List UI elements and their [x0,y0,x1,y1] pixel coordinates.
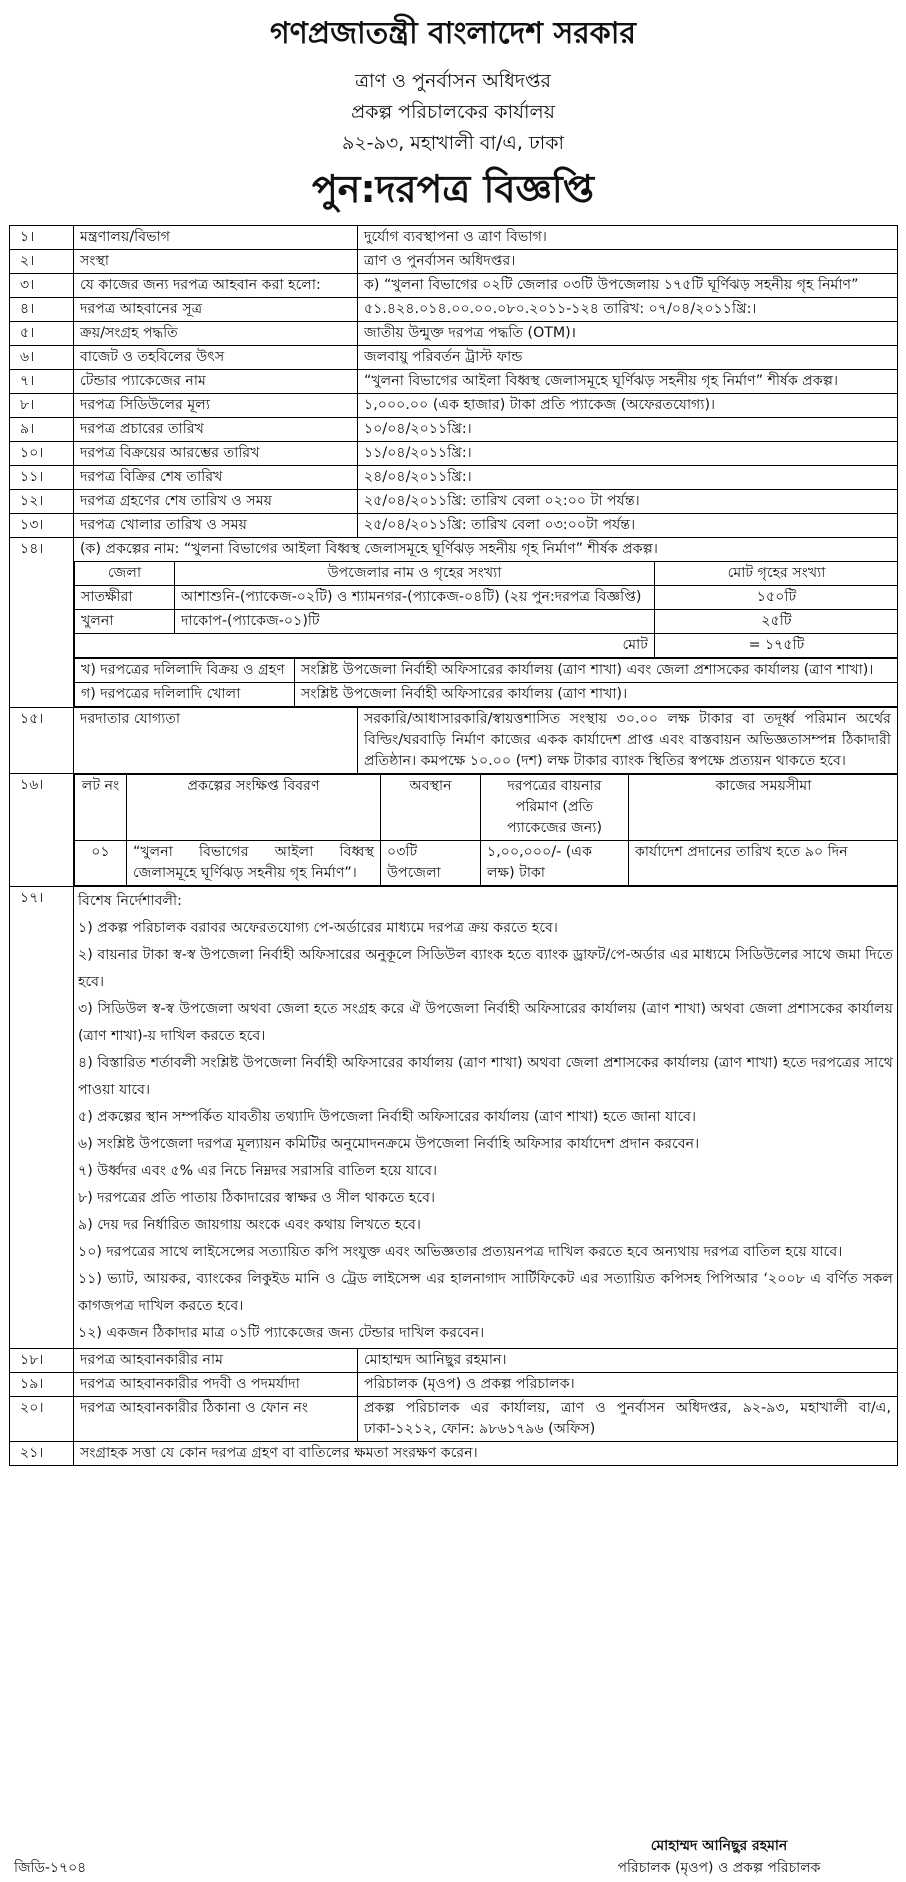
total-header: মোট গৃহের সংখ্যা [655,562,898,586]
row-label: দরপত্র আহবানের সূত্র [74,298,358,322]
row-serial: ৮। [10,394,74,418]
office-name: প্রকল্প পরিচালকের কার্যালয় [351,101,555,123]
table-row [10,1442,898,1466]
row-serial: ১০। [10,442,74,466]
table-row [75,841,898,886]
instruction-item: ২) বায়নার টাকা স্ব-স্ব উপজেলা নির্বাহী অফিসারের অনুকূলে সিডিউল ব্যাংক হতে ব্যাংক ড্রাফট/পে-অর্ডার এর মাধ্যমে সিডিউলের সাথে জমা দিতে হবে। [78,947,893,990]
lot-header: লট নং [75,775,127,841]
row-serial: ৭। [10,370,74,394]
table-row [10,346,898,370]
ga-value: সংশ্লিষ্ট উপজেলা নির্বাহী অফিসারের কার্যালয় (ত্রাণ শাখা)। [295,683,898,707]
table-row [10,466,898,490]
row-serial: ১৭। [10,887,74,1349]
time-header: কাজের সময়সীমা [629,775,898,841]
row-label: ক্রয়/সংগ্রহ পদ্ধতি [74,322,358,346]
footer [0,1833,906,1879]
table-row [10,226,898,250]
row-label: দরপত্র গ্রহণের শেষ তারিখ ও সময় [74,490,358,514]
ga-label: গ) দরপত্রের দলিলাদি খোলা [75,683,295,707]
table-row [10,490,898,514]
table-row [10,274,898,298]
time-cell: কার্যাদেশ প্রদানের তারিখ হতে ৯০ দিন [629,841,898,886]
row-value: সরকারি/আধাসারকারি/স্বায়ত্তশাসিত সংস্থায় ৩০.০০ লক্ষ টাকার বা তদূর্ধ্ব পরিমান অর্থের বিল্ডিং/ঘরবাড়ি নির্মাণ কাজের একক কার্যাদেশ প্রাপ্ত এবং বাস্তবায়ন অভিজ্ঞতাসম্পন্ন ঠিকাদারী প্রতিষ্ঠান। কমপক্ষে ১০.০০ (দশ) লক্ষ টাকার ব্যাংক স্থিতির স্বপক্ষে প্রত্যয়ন থাকতে হবে। [358,708,898,774]
row-label: দরপত্র সিডিউলের মূল্য [74,394,358,418]
row-label: দরপত্র বিক্রির শেষ তারিখ [74,466,358,490]
district-cell: সাতক্ষীরা [75,586,175,610]
row-value: ২৫/০৪/২০১১খ্রি: তারিখ বেলা ০২:০০ টা পর্যন্ত। [358,490,898,514]
header [0,0,906,225]
row-label: দরপত্র প্রচারের তারিখ [74,418,358,442]
deposit-cell: ১,০০,০০০/- (এক লক্ষ) টাকা [481,841,629,886]
row-label: যে কাজের জন্য দরপত্র আহবান করা হলো: [74,274,358,298]
table-row [75,610,898,634]
table-row [10,1349,898,1373]
instruction-item: ১০) দরপত্রের সাথে লাইসেন্সের সত্যায়িত কপি সংযুক্ত এবং অভিজ্ঞতার প্রত্যয়নপত্র দাখিল করতে হবে অন্যথায় দরপত্র বাতিল হয়ে যাবে। [78,1244,843,1260]
lot-cell: ০১ [75,841,127,886]
instruction-item: ৭) উর্ধ্বদর এবং ৫% এর নিচে নিম্নদর সরাসরি বাতিল হয়ে যাবে। [78,1163,438,1179]
sum-label: মোট [75,634,655,658]
row-value: ক) “খুলনা বিভাগের ০২টি জেলার ০৩টি উপজেলায় ১৭৫টি ঘূর্ণিঝড় সহনীয় গৃহ নির্মাণ” [358,274,898,298]
upazila-cell: আশাশুনি-(প্যাকেজ-০২টি) ও শ্যামনগর-(প্যাকেজ-০৪টি) (২য় পুন:দরপত্র বিজ্ঞপ্তি) [175,586,655,610]
row-label: দরপত্র আহবানকারীর নাম [74,1349,358,1373]
row-serial: ১১। [10,466,74,490]
row-label: দরদাতার যোগ্যতা [74,708,358,774]
row-value: “খুলনা বিভাগের আইলা বিধ্বস্থ জেলাসমূহে ঘূর্ণিঝড় সহনীয় গৃহ নির্মাণ” শীর্ষক প্রকল্প। [358,370,898,394]
row-serial: ১৩। [10,514,74,538]
government-title: গণপ্রজাতন্ত্রী বাংলাদেশ সরকার [270,16,636,51]
row-value: প্রকল্প পরিচালক এর কার্যালয়, ত্রাণ ও পুনর্বাসন অধিদপ্তর, ৯২-৯৩, মহাখালী বা/এ, ঢাকা-১২১২, ফোন: ৯৮৬১৭৯৬ (অফিস) [358,1397,898,1442]
district-table [74,561,898,658]
row-serial: ৪। [10,298,74,322]
row-label: দরপত্র আহবানকারীর ঠিকানা ও ফোন নং [74,1397,358,1442]
table-row [10,250,898,274]
table-row [10,418,898,442]
table-row [10,1373,898,1397]
row-label: দরপত্র আহবানকারীর পদবী ও পদমর্যাদা [74,1373,358,1397]
department-name: ত্রাণ ও পুনর্বাসন অধিদপ্তর [355,70,551,92]
row-label: সংস্থা [74,250,358,274]
gd-code: জিডি-১৭০৪ [14,1860,87,1876]
instruction-item: ৩) সিডিউল স্ব-স্ব উপজেলা অথবা জেলা হতে সংগ্রহ করে ঐ উপজেলা নির্বাহী অফিসারের কার্যালয় (ত্রাণ শাখা) অথবা জেলা প্রশাসকের কার্যালয় (ত্রাণ শাখা)-য় দাখিল করতে হবে। [78,1001,893,1044]
office-address: ৯২-৯৩, মহাখালী বা/এ, ঢাকা [341,132,565,154]
row-serial: ২। [10,250,74,274]
instruction-item: ৫) প্রকল্পের স্থান সম্পর্কিত যাবতীয় তথ্যাদি উপজেলা নির্বাহী অফিসারের কার্যালয় (ত্রাণ শাখা) হতে জানা যাবে। [78,1109,697,1125]
document-table [74,658,898,707]
row-serial: ১৯। [10,1373,74,1397]
row-serial: ৩। [10,274,74,298]
lot-section [74,774,898,887]
district-header: জেলা [75,562,175,586]
instruction-item: ৪) বিস্তারিত শর্তাবলী সংশ্লিষ্ট উপজেলা নির্বাহী অফিসারের কার্যালয় (ত্রাণ শাখা) অথবা জেলা প্রশাসকের কার্যালয় (ত্রাণ শাখা) হতে দরপত্রের সাথে পাওয়া যাবে। [78,1055,893,1098]
row-value: দুর্যোগ ব্যবস্থাপনা ও ত্রাণ বিভাগ। [358,226,898,250]
sum-value: = ১৭৫টি [655,634,898,658]
row-serial: ১৬। [10,774,74,887]
location-header: অবস্থান [381,775,481,841]
row-serial: ৯। [10,418,74,442]
kha-label: খ) দরপত্রের দলিলাদি বিক্রয় ও গ্রহণ [75,659,295,683]
district-cell: খুলনা [75,610,175,634]
desc-cell: “খুলনা বিভাগের আইলা বিধ্বস্থ জেলাসমূহে ঘূর্ণিঝড় সহনীয় গৃহ নির্মাণ”। [127,841,381,886]
signatory-name: মোহাম্মদ আনিছুর রহমান [650,1838,788,1854]
row-serial: ১। [10,226,74,250]
table-row [10,370,898,394]
instruction-item: ১) প্রকল্প পরিচালক বরাবর অফেরতযোগ্য পে-অর্ডারের মাধ্যমে দরপত্র ক্রয় করতে হবে। [78,920,558,936]
upazila-header: উপজেলার নাম ও গৃহের সংখ্যা [175,562,655,586]
notice-title: পুন:দরপত্র বিজ্ঞপ্তি [312,167,594,211]
row-value: ২৫/০৪/২০১১খ্রি: তারিখ বেলা ০৩:০০টা পর্যন্ত। [358,514,898,538]
row-value: ৫১.৪২৪.০১৪.০০.০০.০৮০.২০১১-১২৪ তারিখ: ০৭/০৪/২০১১খ্রি:। [358,298,898,322]
table-row [10,394,898,418]
row-value: ২৪/০৪/২০১১খ্রি:। [358,466,898,490]
table-row [10,298,898,322]
instructions-title: বিশেষ নির্দেশাবলী: [78,893,182,909]
table-row [75,683,898,707]
row-serial: ১২। [10,490,74,514]
total-cell: ১৫০টি [655,586,898,610]
row-value: ১০/০৪/২০১১খ্রি:। [358,418,898,442]
table-row [10,774,898,887]
tender-details-table [9,225,898,1466]
table-row [75,659,898,683]
row-serial: ৬। [10,346,74,370]
row-value: জাতীয় উন্মুক্ত দরপত্র পদ্ধতি (OTM)। [358,322,898,346]
table-row [10,1397,898,1442]
row-serial: ১৮। [10,1349,74,1373]
row-value: ১,০০০.০০ (এক হাজার) টাকা প্রতি প্যাকেজ (অফেরতযোগ্য)। [358,394,898,418]
instruction-item: ১২) একজন ঠিকাদার মাত্র ০১টি প্যাকেজের জন্য টেন্ডার দাখিল করবেন। [78,1325,485,1341]
row-label: দরপত্র বিক্রয়ের আরম্ভের তারিখ [74,442,358,466]
table-row [75,586,898,610]
row-label: দরপত্র খোলার তারিখ ও সময় [74,514,358,538]
lot-header-row [75,775,898,841]
location-cell: ০৩টি উপজেলা [381,841,481,886]
row-value: পরিচালক (মৃওপ) ও প্রকল্প পরিচালক। [358,1373,898,1397]
row-serial: ১৪। [10,538,74,708]
project-section [74,538,898,708]
table-row [10,887,898,1349]
row-serial: ২০। [10,1397,74,1442]
row-value: সংগ্রাহক সত্তা যে কোন দরপত্র গ্রহণ বা বাতিলের ক্ষমতা সংরক্ষণ করেন। [74,1442,898,1466]
row-value: জলবায়ু পরিবর্তন ট্রাস্ট ফান্ড [358,346,898,370]
sum-row [75,634,898,658]
desc-header: প্রকল্পের সংক্ষিপ্ত বিবরণ [127,775,381,841]
instruction-item: ৬) সংশ্লিষ্ট উপজেলা দরপত্র মূল্যায়ন কমিটির অনুমোদনক্রমে উপজেলা নির্বাহি অফিসার কার্যাদেশ প্রদান করবেন। [78,1136,700,1152]
row-serial: ৫। [10,322,74,346]
instruction-item: ১১) ভ্যাট, আয়কর, ব্যাংকের লিকুইড মানি ও ট্রেড লাইসেন্স এর হালনাগাদ সার্টিফিকেট এর সত্যায়িত কপিসহ পিপিআর ‘২০০৮ এ বর্ণিত সকল কাগজপত্র দাখিল করতে হবে। [78,1271,893,1314]
instruction-item: ৯) দেয় দর নির্ধারিত জায়গায় অংকে এবং কথায় লিখতে হবে। [78,1217,422,1233]
row-label: টেন্ডার প্যাকেজের নাম [74,370,358,394]
row-serial: ১৫। [10,708,74,774]
table-row [10,538,898,708]
row-serial: ২১। [10,1442,74,1466]
row-value: ত্রাণ ও পুনর্বাসন অধিদপ্তর। [358,250,898,274]
lot-table [74,774,898,886]
table-row [10,442,898,466]
row-label: মন্ত্রণালয়/বিভাগ [74,226,358,250]
kha-value: সংশ্লিষ্ট উপজেলা নির্বাহী অফিসারের কার্যালয় (ত্রাণ শাখা) এবং জেলা প্রশাসকের কার্যালয় (ত্রাণ শাখা)। [295,659,898,683]
instructions-cell [74,887,898,1349]
signatory-designation: পরিচালক (মৃওপ) ও প্রকল্প পরিচালক [617,1860,821,1876]
row-value: মোহাম্মদ আনিছুর রহমান। [358,1349,898,1373]
upazila-cell: দাকোপ-(প্যাকেজ-০১)টি [175,610,655,634]
table-row [10,322,898,346]
row-value: ১১/০৪/২০১১খ্রি:। [358,442,898,466]
district-header-row [75,562,898,586]
signature-block [594,1835,844,1879]
table-row [10,514,898,538]
instruction-item: ৮) দরপত্রের প্রতি পাতায় ঠিকাদারের স্বাক্ষর ও সীল থাকতে হবে। [78,1190,436,1206]
project-name: (ক) প্রকল্পের নাম: “খুলনা বিভাগের আইলা বিধ্বস্থ জেলাসমূহে ঘূর্ণিঝড় সহনীয় গৃহ নির্মাণ” শীর্ষক প্রকল্প। [80,541,658,557]
total-cell: ২৫টি [655,610,898,634]
row-label: বাজেট ও তহবিলের উৎস [74,346,358,370]
deposit-header: দরপত্রের বায়নার পরিমাণ (প্রতি প্যাকেজের জন্য) [481,775,629,841]
table-row [10,708,898,774]
